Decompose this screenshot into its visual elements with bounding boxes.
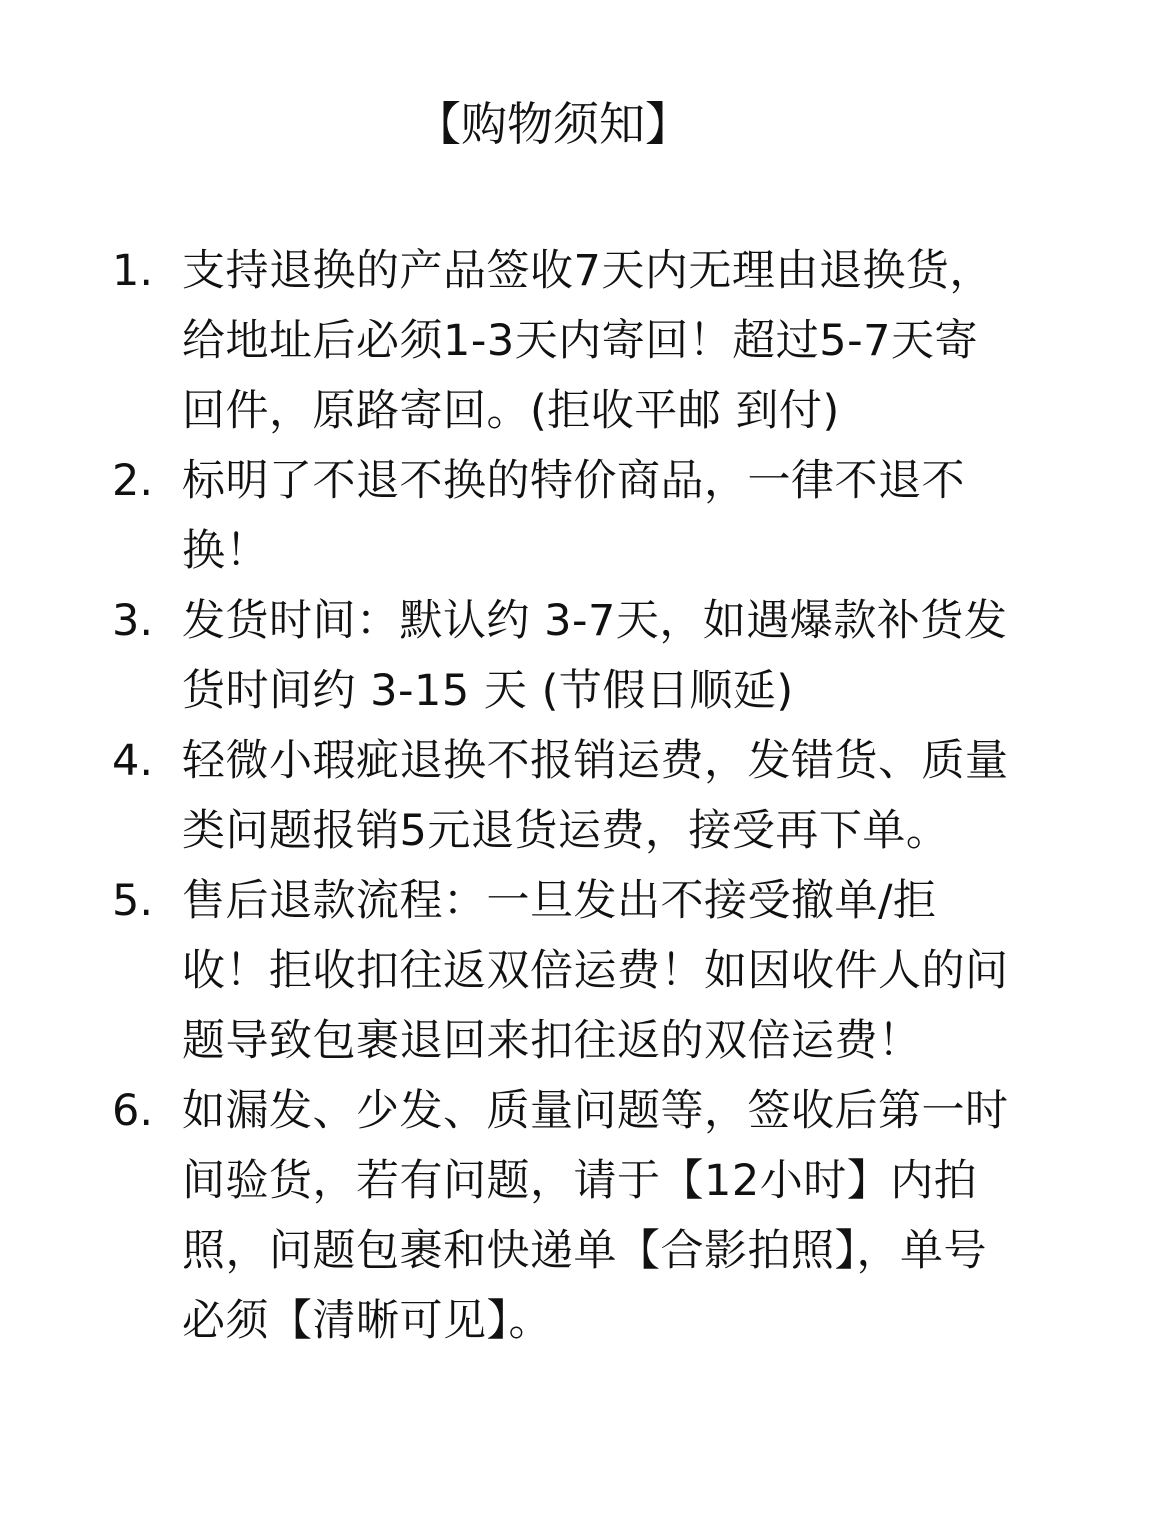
item-line: 题导致包裹退回来扣往返的双倍运费！ (182, 1016, 922, 1066)
list-item (112, 236, 1102, 446)
item-number: 3. (112, 596, 154, 646)
item-text (182, 446, 1102, 586)
item-line: 类问题报销5元退货运费，接受再下单。 (182, 806, 950, 856)
page-title: 【购物须知】 (415, 97, 691, 151)
item-number: 6. (112, 1086, 154, 1136)
item-line: 标明了不退不换的特价商品，一律不退不 (182, 456, 965, 506)
list-item (112, 586, 1102, 726)
item-line: 必须【清晰可见】。 (182, 1296, 552, 1346)
item-number: 1. (112, 246, 154, 296)
item-number: 5. (112, 876, 154, 926)
item-text (182, 586, 1102, 726)
notice-list (112, 236, 1102, 1356)
item-text (182, 1076, 1102, 1356)
list-item (112, 1076, 1102, 1356)
item-line: 间验货，若有问题，请于【12小时】内拍 (182, 1156, 978, 1206)
item-line: 轻微小瑕疵退换不报销运费，发错货、质量 (182, 736, 1009, 786)
item-line: 支持退换的产品签收7天内无理由退换货， (182, 246, 993, 296)
list-item (112, 866, 1102, 1076)
item-line: 换！ (182, 526, 269, 576)
item-text (182, 866, 1102, 1076)
item-number: 2. (112, 456, 154, 506)
item-number: 4. (112, 736, 154, 786)
item-line: 售后退款流程：一旦发出不接受撤单/拒 (182, 876, 937, 926)
list-item (112, 446, 1102, 586)
item-line: 如漏发、少发、质量问题等，签收后第一时 (182, 1086, 1009, 1136)
item-text (182, 726, 1102, 866)
item-line: 照，问题包裹和快递单【合影拍照】，单号 (182, 1226, 987, 1276)
item-line: 给地址后必须1-3天内寄回！超过5-7天寄 (182, 316, 978, 366)
list-item (112, 726, 1102, 866)
item-line: 收！拒收扣往返双倍运费！如因收件人的问 (182, 946, 1009, 996)
item-line: 货时间约 3-15 天 (节假日顺延) (182, 666, 794, 716)
item-line: 回件，原路寄回。(拒收平邮 到付) (182, 386, 840, 436)
item-text (182, 236, 1102, 446)
item-line: 发货时间：默认约 3-7天，如遇爆款补货发 (182, 596, 1008, 646)
